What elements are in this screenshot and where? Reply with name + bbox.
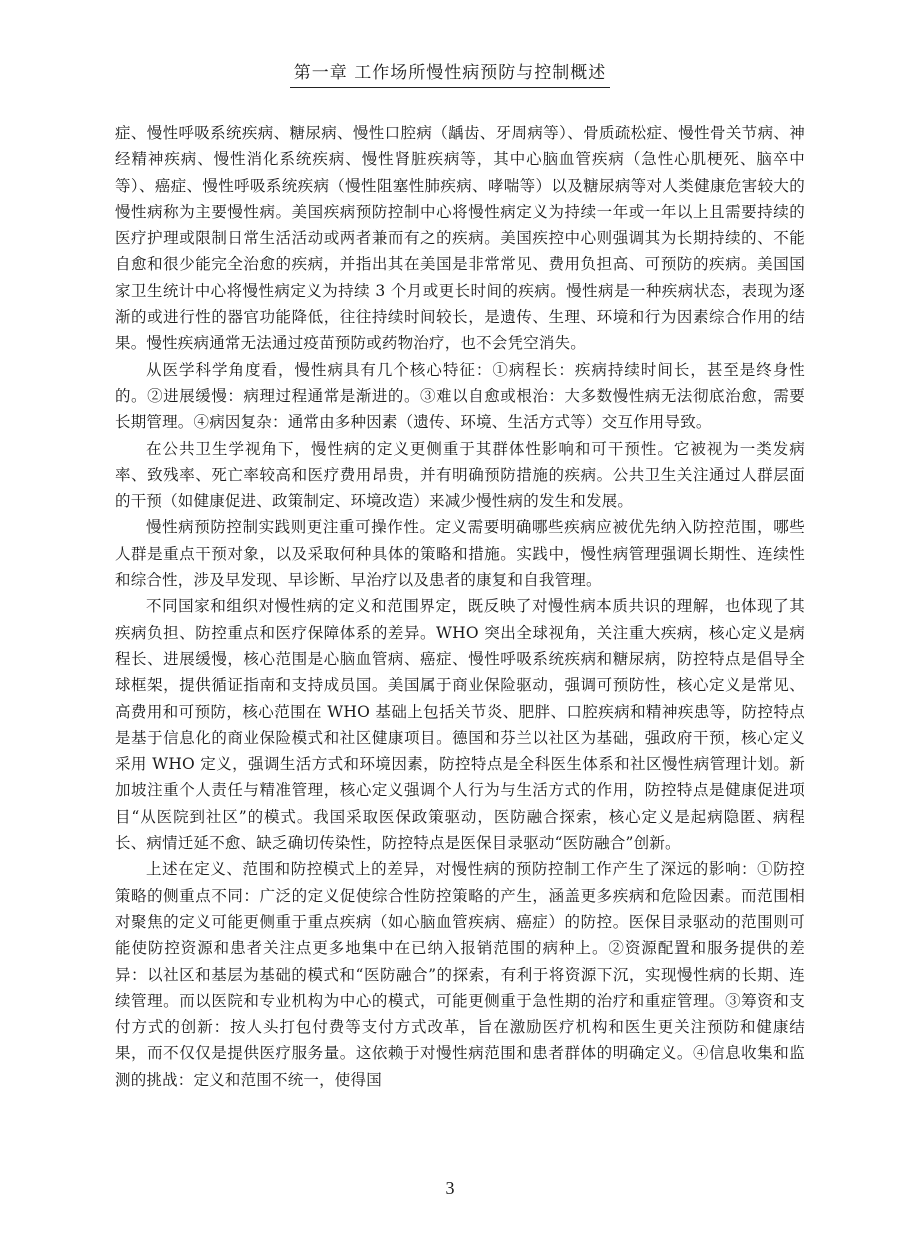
- page-number: 3: [445, 1178, 455, 1198]
- paragraph-medical-features: 从医学科学角度看，慢性病具有几个核心特征：①病程长：疾病持续时间长，甚至是终身性的。②进展缓慢：病理过程通常是渐进的。③难以自愈或根治：大多数慢性病无法彻底治愈，需要长期管理。④病因复杂：通常由多种因素（遗传、环境、生活方式等）交互作用导致。: [115, 360, 805, 432]
- paragraph-country-comparison: 不同国家和组织对慢性病的定义和范围界定，既反映了对慢性病本质共识的理解，也体现了其疾病负担、防控重点和医疗保障体系的差异。WHO 突出全球视角，关注重大疾病，核心定义是病程长、进展缓慢，核心范围是心脑血管病、癌症、慢性呼吸系统疾病和糖尿病，防控特点是倡导全球框架，提供循证指南和支持成员国。美国属于商业保险驱动，强调可预防性，核心定义是常见、高费用和可预防，核心范围在 WHO 基础上包括关节炎、肥胖、口腔疾病和精神疾患等，防控特点是基于信息化的商业保险模式和社区健康项目。德国和芬兰以社区为基础，强政府干预，核心定义采用 WHO 定义，强调生活方式和环境因素，防控特点是全科医生体系和社区慢性病管理计划。新加坡注重个人责任与精准管理，核心定义强调个人行为与生活方式的作用，防控特点是健康促进项目“从医院到社区”的模式。我国采取医保政策驱动，医防融合探索，核心定义是起病隐匿、病程长、病情迁延不愈、缺乏确切传染性，防控特点是医保目录驱动“医防融合”创新。: [115, 597, 805, 853]
- paragraph-public-health: 在公共卫生学视角下，慢性病的定义更侧重于其群体性影响和可干预性。它被视为一类发病率、致残率、死亡率较高和医疗费用昂贵，并有明确预防措施的疾病。公共卫生关注通过人群层面的干预（如健康促进、政策制定、环境改造）来减少慢性病的发生和发展。: [115, 439, 805, 511]
- body-text: [115, 120, 805, 1093]
- running-header: [0, 58, 900, 88]
- paragraph-impacts: 上述在定义、范围和防控模式上的差异，对慢性病的预防控制工作产生了深远的影响：①防控策略的侧重点不同：广泛的定义促使综合性防控策略的产生，涵盖更多疾病和危险因素。而范围相对聚焦的定义可能更侧重于重点疾病（如心脑血管疾病、癌症）的防控。医保目录驱动的范围则可能使防控资源和患者关注点更多地集中在已纳入报销范围的病种上。②资源配置和服务提供的差异：以社区和基层为基础的模式和“医防融合”的探索，有利于将资源下沉，实现慢性病的长期、连续管理。而以医院和专业机构为中心的模式，可能更侧重于急性期的治疗和重症管理。③筹资和支付方式的创新：按人头打包付费等支付方式改革，旨在激励医疗机构和医生更关注预防和健康结果，而不仅仅是提供医疗服务量。这依赖于对慢性病范围和患者群体的明确定义。④信息收集和监测的挑战：定义和范围不统一，使得国: [115, 860, 805, 1089]
- chapter-title: 第一章 工作场所慢性病预防与控制概述: [290, 58, 610, 88]
- paragraph-practice: 慢性病预防控制实践则更注重可操作性。定义需要明确哪些疾病应被优先纳入防控范围，哪些人群是重点干预对象，以及采取何种具体的策略和措施。实践中，慢性病管理强调长期性、连续性和综合性，涉及早发现、早诊断、早治疗以及患者的康复和自我管理。: [115, 518, 805, 590]
- paragraph-continued: 症、慢性呼吸系统疾病、糖尿病、慢性口腔病（龋齿、牙周病等）、骨质疏松症、慢性骨关节病、神经精神疾病、慢性消化系统疾病、慢性肾脏疾病等，其中心脑血管疾病（急性心肌梗死、脑卒中等）、癌症、慢性呼吸系统疾病（慢性阻塞性肺疾病、哮喘等）以及糖尿病等对人类健康危害较大的慢性病称为主要慢性病。美国疾病预防控制中心将慢性病定义为持续一年或一年以上且需要持续的医疗护理或限制日常生活活动或两者兼而有之的疾病。美国疾控中心则强调其为长期持续的、不能自愈和很少能完全治愈的疾病，并指出其在美国是非常常见、费用负担高、可预防的疾病。美国国家卫生统计中心将慢性病定义为持续 3 个月或更长时间的疾病。慢性病是一种疾病状态，表现为逐渐的或进行性的器官功能降低，往往持续时间较长，是遗传、生理、环境和行为因素综合作用的结果。慢性疾病通常无法通过疫苗预防或药物治疗，也不会凭空消失。: [115, 124, 805, 353]
